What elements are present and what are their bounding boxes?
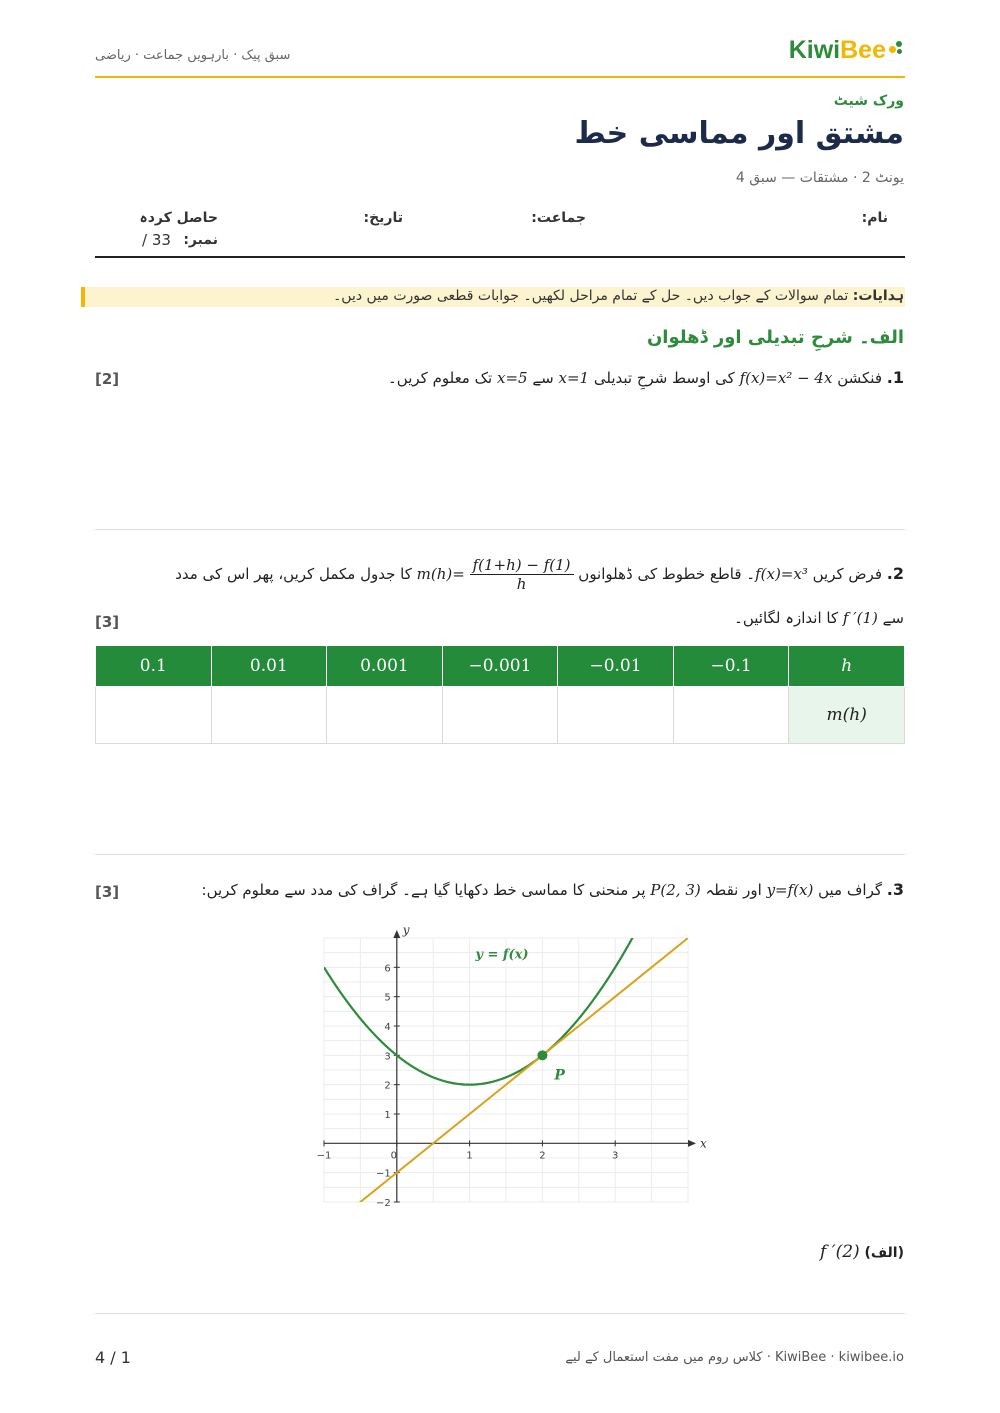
y-tick-label: 5: [384, 992, 391, 1004]
question-3: [202, 880, 904, 899]
question-1-function: f(x)=x² − 4x: [739, 369, 833, 387]
section-a-title: الف۔ شرحِ تبدیلی اور ڈھلوان: [646, 327, 904, 348]
x-axis-arrow-icon: [688, 1140, 696, 1147]
table-h-value: −0.01: [558, 646, 674, 687]
x-tick-label: 1: [466, 1150, 473, 1162]
question-3-part-a: [820, 1242, 904, 1262]
table-m-label: m(h): [789, 687, 905, 744]
question-2-number: 2.: [886, 564, 904, 583]
question-3-text: پر منحنی کا مماسی خط دکھایا گیا ہے۔ گراف کی مدد سے معلوم کریں:: [201, 881, 646, 899]
question-2-function: f(x)=x³: [755, 565, 808, 583]
question-2-text: سے: [882, 609, 904, 627]
question-1-text: تک معلوم کریں۔: [388, 369, 493, 387]
formula-fraction: [470, 556, 574, 593]
y-tick-label: 2: [384, 1080, 391, 1092]
formula-m-of-h: m(h)=: [416, 565, 465, 583]
breadcrumb: سبق پیک · بارہویں جماعت · ریاضی: [95, 48, 291, 63]
kiwibee-logo: [789, 36, 904, 65]
question-3-marks: [3]: [95, 883, 120, 901]
table-answer-cell[interactable]: [211, 687, 327, 744]
x-tick-label: −1: [316, 1150, 332, 1162]
instructions-text: [333, 288, 904, 304]
table-answer-cell[interactable]: [327, 687, 443, 744]
x-axis-label: x: [700, 1136, 707, 1151]
x-tick-label: 0: [390, 1150, 397, 1162]
y-axis-arrow-icon: [393, 930, 400, 938]
curve-line: [324, 920, 687, 1085]
page-title: مشتق اور مماسی خط: [574, 116, 904, 151]
y-tick-label: 6: [384, 963, 391, 975]
question-1-x2: x=5: [497, 369, 528, 387]
table-answer-cell[interactable]: [558, 687, 674, 744]
question-3-point: P(2, 3): [650, 881, 701, 899]
question-2-line-2: [734, 609, 904, 627]
table-row: [96, 687, 905, 744]
question-1-text: سے: [532, 369, 554, 387]
form-divider: [95, 256, 905, 258]
question-2-text: کا اندازہ لگائیں۔: [734, 609, 839, 627]
question-2-derivative: f ′(1): [842, 609, 878, 627]
question-3-number: 3.: [886, 880, 904, 899]
date-field-label: تاریخ:: [363, 210, 403, 226]
bee-dots-icon: [888, 40, 904, 56]
question-2-text: کا جدول مکمل کریں، پھر اس کی مدد: [175, 565, 412, 583]
question-1-x1: x=1: [558, 369, 590, 387]
tangent-graph: [300, 920, 720, 1210]
y-tick-label: 4: [384, 1022, 391, 1033]
point-p-label: P: [554, 1067, 565, 1084]
answer-space-divider: [95, 529, 905, 530]
table-header-row: [96, 646, 905, 687]
question-2-formula: [417, 556, 574, 593]
x-tick-label: 3: [612, 1150, 619, 1162]
table-h-value: 0.01: [211, 646, 327, 687]
part-a-label: (الف): [864, 1245, 904, 1261]
y-tick-label: −1: [376, 1168, 391, 1180]
table-h-value: 0.001: [327, 646, 443, 687]
y-tick-label: 3: [384, 1051, 391, 1063]
part-a-derivative: f ′(2): [820, 1242, 860, 1262]
table-h-value: 0.1: [96, 646, 212, 687]
marks-label: نمبر:: [183, 232, 218, 248]
x-tick-label: 2: [539, 1150, 546, 1162]
question-3-text: گراف میں: [818, 881, 882, 899]
table-answer-cell[interactable]: [673, 687, 789, 744]
table-answer-cell[interactable]: [96, 687, 212, 744]
question-2-marks: [3]: [95, 613, 120, 631]
question-2-line-1: [175, 556, 904, 593]
logo-bee-text: Bee: [840, 36, 886, 64]
question-2-text: فرض کریں: [812, 565, 882, 583]
page-subtitle: یونٹ 2 · مشتقات — سبق 4: [735, 170, 904, 186]
graph-axes: [324, 923, 707, 1202]
footer-divider: [95, 1313, 905, 1314]
question-1-text: کی اوسط شرحِ تبدیلی: [593, 369, 735, 387]
instructions-label: ہدایات:: [852, 288, 904, 304]
question-2-text: ۔ قاطع خطوط کی ڈھلوانوں: [578, 565, 756, 583]
instructions-body: تمام سوالات کے جواب دیں۔ حل کے تمام مراحل لکھیں۔ جوابات قطعی صورت میں دیں۔: [333, 288, 849, 304]
marks-total: / 33: [142, 231, 171, 249]
table-h-value: −0.001: [442, 646, 558, 687]
answer-space-divider: [95, 854, 905, 855]
table-answer-cell[interactable]: [442, 687, 558, 744]
page-number: 4 / 1: [95, 1348, 131, 1367]
graph-grid: [324, 938, 688, 1202]
y-tick-label: −2: [376, 1198, 391, 1209]
question-1-number: 1.: [886, 368, 904, 387]
question-1: [388, 368, 904, 387]
logo-kiwi-text: Kiwi: [788, 36, 841, 64]
class-field-label: جماعت:: [531, 210, 586, 226]
worksheet-kicker: ورک شیٹ: [833, 93, 904, 109]
question-3-text: اور نقطہ: [705, 881, 762, 899]
curve-label: y = f(x): [475, 947, 529, 963]
table-h-label: h: [789, 646, 905, 687]
secant-slope-table: [95, 645, 905, 744]
footer-credit: KiwiBee · kiwibee.io · کلاس روم میں مفت استعمال کے لیے: [565, 1350, 904, 1365]
formula-numerator: f(1+h) − f(1): [470, 556, 574, 575]
y-tick-label: 1: [384, 1110, 391, 1121]
formula-denominator: h: [516, 575, 527, 593]
name-field-label: نام:: [861, 210, 888, 226]
question-1-marks: [2]: [95, 370, 120, 388]
question-1-text: فنکشن: [837, 369, 882, 387]
table-h-value: −0.1: [673, 646, 789, 687]
point-p-marker: [537, 1050, 547, 1060]
obtained-label: حاصل کردہ: [139, 210, 218, 226]
question-3-function: y=f(x): [766, 881, 814, 899]
header-divider: [95, 76, 905, 78]
graph-ticks: [317, 963, 619, 1209]
y-axis-label: y: [402, 923, 410, 937]
